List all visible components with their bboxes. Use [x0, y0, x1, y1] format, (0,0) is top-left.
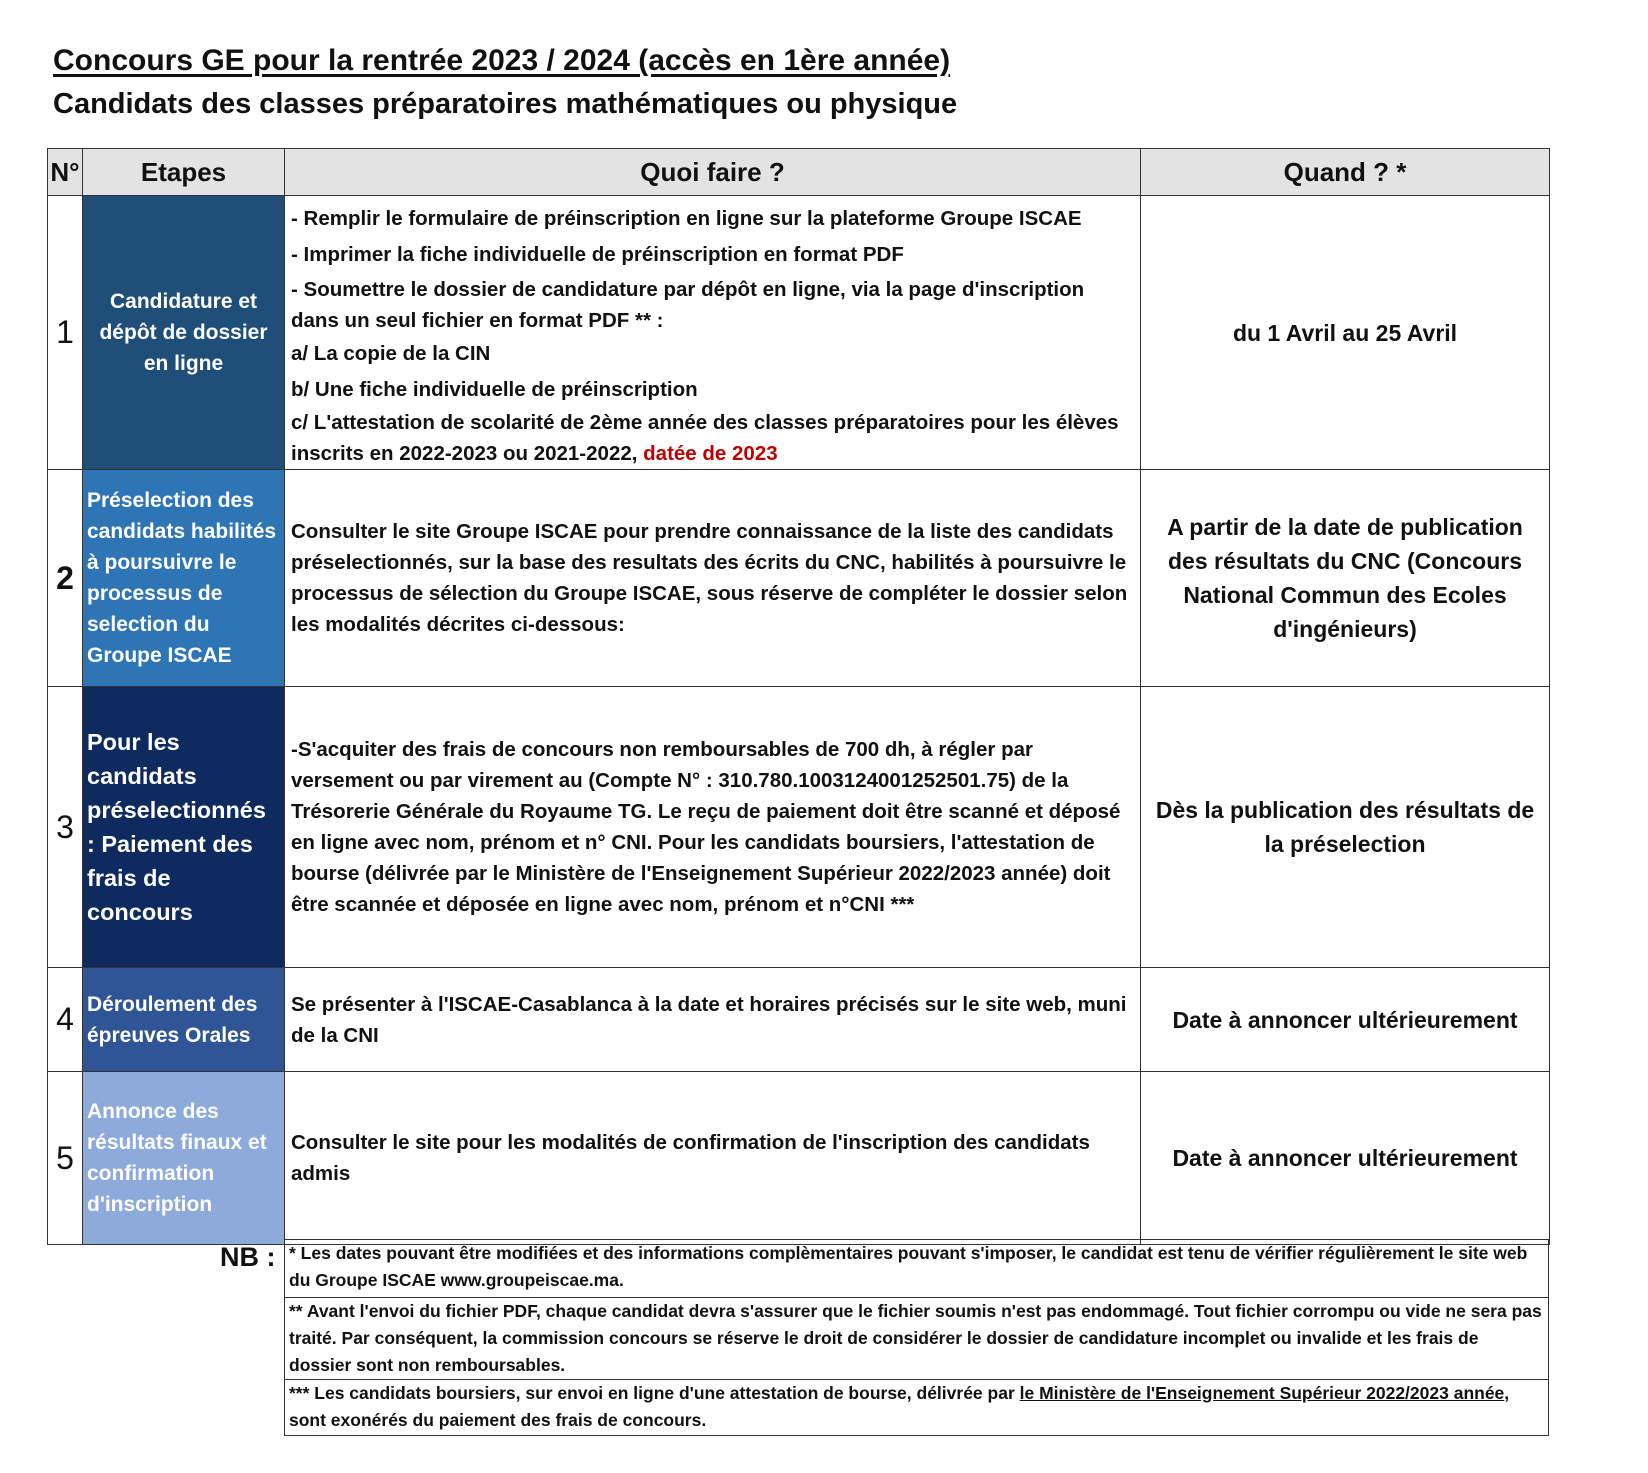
quoi-line-last	[291, 408, 1134, 469]
quoi-cell: -S'acquiter des frais de concours non remboursables de 700 dh, à régler par versement ou par virement au (Compte N° : 310.780.1003124001252501.75) de la Trésorerie Générale du Royaume TG. Le reçu de paiement doit être scanné et déposé en ligne avec nom, prénom et n° CNI. Pour les candidats boursiers, l'attestation de bourse (délivrée par le Ministère de l'Enseignement Supérieur 2022/2023 année) doit être scannée et déposée en ligne avec nom, prénom et n°CNI ***	[285, 687, 1141, 968]
row-number: 2	[48, 470, 83, 687]
note-3-prefix: *** Les candidats boursiers, sur envoi en ligne d'une attestation de bourse, délivrée par	[289, 1383, 1015, 1403]
quand-cell: Date à annoncer ultérieurement	[1141, 1072, 1550, 1245]
note-3	[285, 1380, 1549, 1436]
quoi-line: c/ L'attestation de scolarité de 2ème année des classes préparatoires pour les élèves inscrits en 2022-2023 ou 2021-2022,	[291, 411, 1119, 465]
etape-cell: Pour les candidats préselectionnés : Paiement des frais de concours	[83, 687, 285, 968]
quoi-line: b/ Une fiche individuelle de préinscription	[291, 377, 698, 401]
page-title: Concours GE pour la rentrée 2023 / 2024 (accès en 1ère année)	[53, 44, 951, 77]
quand-cell: Dès la publication des résultats de la préselection	[1141, 687, 1550, 968]
quoi-line: - Remplir le formulaire de préinscription en ligne sur la plateforme Groupe ISCAE	[291, 207, 1082, 230]
quoi-cell	[285, 196, 1141, 470]
header-etapes: Etapes	[83, 149, 285, 196]
quoi-cell: Consulter le site pour les modalités de confirmation de l'inscription des candidats admis	[285, 1072, 1141, 1245]
quand-cell: A partir de la date de publication des résultats du CNC (Concours National Commun des Ecoles d'ingénieurs)	[1141, 470, 1550, 687]
quoi-line: a/ La copie de la CIN	[291, 342, 491, 365]
quand-cell: Date à annoncer ultérieurement	[1141, 968, 1550, 1072]
ministry-link[interactable]: le Ministère de l'Enseignement Supérieur 2022/2023 année	[1019, 1383, 1505, 1403]
row-number: 3	[48, 687, 83, 968]
header-quoi: Quoi faire ?	[285, 149, 1141, 196]
row-number: 5	[48, 1072, 83, 1245]
page-subtitle: Candidats des classes préparatoires mathématiques ou physique	[53, 88, 958, 120]
row-number: 4	[48, 968, 83, 1072]
table-row	[48, 196, 1550, 470]
note-2: ** Avant l'envoi du fichier PDF, chaque candidat devra s'assurer que le fichier soumis n'est pas endommagé. Tout fichier corrompu ou vide ne sera pas traité. Par conséquent, la commission concours se réserve le droit de considérer le dossier de candidature incomplet ou invalide et les frais de dossier sont non remboursables.	[285, 1298, 1549, 1380]
header-num: N°	[48, 149, 83, 196]
table-header-row	[48, 149, 1550, 196]
note-3-suffix: , sont exonérés du paiement des frais de concours.	[289, 1383, 1510, 1430]
nb-label: NB :	[220, 1242, 276, 1272]
quoi-line: - Imprimer la fiche individuelle de préinscription en format PDF	[291, 242, 904, 266]
note-1: * Les dates pouvant être modifiées et des informations complèmentaires pouvant s'imposer, le candidat est tenu de vérifier régulièrement le site web du Groupe ISCAE www.groupeiscae.ma.	[285, 1240, 1549, 1298]
header-quand: Quand ? *	[1141, 149, 1550, 196]
etape-cell: Déroulement des épreuves Orales	[83, 968, 285, 1072]
steps-table	[47, 148, 1550, 1245]
table-row	[48, 968, 1550, 1072]
notes-table	[284, 1239, 1549, 1436]
etape-cell: Préselection des candidats habilités à poursuivre le processus de selection du Groupe ISCAE	[83, 470, 285, 687]
quoi-cell: Se présenter à l'ISCAE-Casablanca à la date et horaires précisés sur le site web, muni de la CNI	[285, 968, 1141, 1072]
etape-cell: Candidature et dépôt de dossier en ligne	[83, 196, 285, 470]
quand-cell: du 1 Avril au 25 Avril	[1141, 196, 1550, 470]
quoi-line: - Soumettre le dossier de candidature par dépôt en ligne, via la page d'inscription dans un seul fichier en format PDF ** :	[291, 278, 1085, 332]
table-row	[48, 687, 1550, 968]
quoi-cell: Consulter le site Groupe ISCAE pour prendre connaissance de la liste des candidats préselectionnés, sur la base des resultats des écrits du CNC, habilités à poursuivre le processus de sélection du Groupe ISCAE, sous réserve de compléter le dossier selon les modalités décrites ci-dessous:	[285, 470, 1141, 687]
table-row	[48, 470, 1550, 687]
row-number: 1	[48, 196, 83, 470]
date-highlight: datée de 2023	[643, 441, 778, 465]
table-row	[48, 1072, 1550, 1245]
etape-cell: Annonce des résultats finaux et confirmation d'inscription	[83, 1072, 285, 1245]
